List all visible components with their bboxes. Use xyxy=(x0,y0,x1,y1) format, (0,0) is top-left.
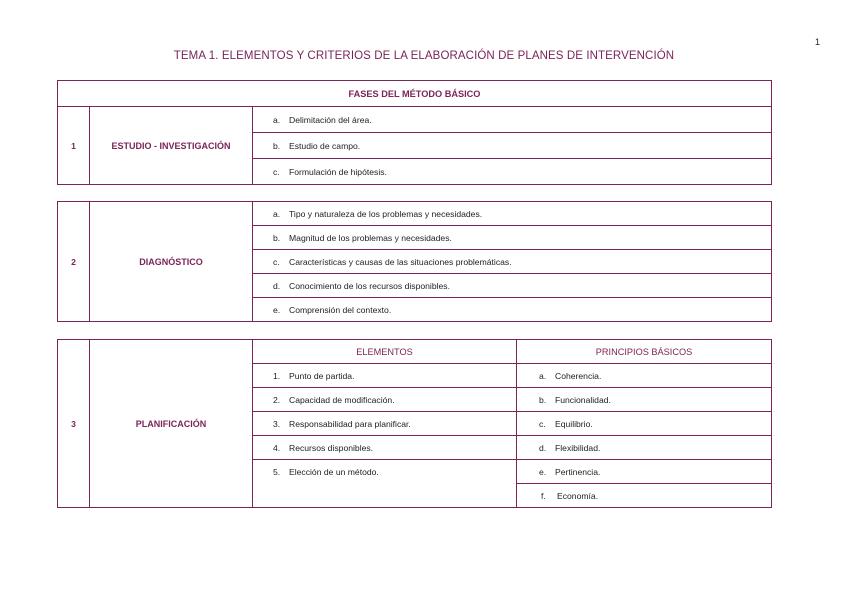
list-item xyxy=(253,159,772,185)
item-text: Coherencia. xyxy=(555,370,602,381)
element-item xyxy=(253,460,517,484)
empty-cell xyxy=(253,484,517,508)
principle-item xyxy=(517,388,772,412)
element-item xyxy=(253,436,517,460)
principle-item xyxy=(517,460,772,484)
item-text: Características y causas de las situaciones problemáticas. xyxy=(289,256,512,267)
page-number: 1 xyxy=(814,37,820,47)
principle-item xyxy=(517,436,772,460)
item-marker: b. xyxy=(539,394,547,405)
item-text: Equilibrio. xyxy=(555,418,593,429)
element-item xyxy=(253,364,517,388)
item-marker: c. xyxy=(273,166,280,177)
element-item xyxy=(253,388,517,412)
table-header: FASES DEL MÉTODO BÁSICO xyxy=(58,81,772,107)
phase-2-table xyxy=(57,201,772,322)
item-text: Tipo y naturaleza de los problemas y necesidades. xyxy=(289,208,483,219)
phase-1-table xyxy=(57,80,772,185)
item-text: Estudio de campo. xyxy=(289,140,361,151)
item-marker: e. xyxy=(539,466,547,477)
list-item xyxy=(253,298,772,322)
item-text: Conocimiento de los recursos disponibles. xyxy=(289,280,450,291)
item-marker: b. xyxy=(273,140,281,151)
list-item xyxy=(253,133,772,159)
item-marker: f. xyxy=(541,490,546,501)
item-text: Pertinencia. xyxy=(555,466,601,477)
item-text: Punto de partida. xyxy=(289,370,355,381)
phase-name: PLANIFICACIÓN xyxy=(90,340,253,508)
item-marker: 3. xyxy=(273,418,281,429)
item-marker: 2. xyxy=(273,394,281,405)
list-item xyxy=(253,250,772,274)
item-text: Recursos disponibles. xyxy=(289,442,374,453)
list-item xyxy=(253,202,772,226)
phase-name: ESTUDIO - INVESTIGACIÓN xyxy=(90,107,253,185)
principle-item xyxy=(517,364,772,388)
item-marker: 1. xyxy=(273,370,281,381)
item-marker: 4. xyxy=(273,442,281,453)
phase-3-table xyxy=(57,339,772,508)
element-item xyxy=(253,412,517,436)
list-item xyxy=(253,107,772,133)
item-text: Delimitación del área. xyxy=(289,114,372,125)
principle-item xyxy=(517,412,772,436)
item-marker: a. xyxy=(273,114,281,125)
phase-number: 1 xyxy=(58,107,90,185)
principles-header: PRINCIPIOS BÁSICOS xyxy=(517,340,772,364)
principle-item xyxy=(517,484,772,508)
item-text: Capacidad de modificación. xyxy=(289,394,395,405)
item-text: Flexibilidad. xyxy=(555,442,601,453)
phase-name: DIAGNÓSTICO xyxy=(90,202,253,322)
item-text: Magnitud de los problemas y necesidades. xyxy=(289,232,452,243)
item-marker: 5. xyxy=(273,466,281,477)
item-text: Responsabilidad para planificar. xyxy=(289,418,411,429)
item-marker: c. xyxy=(539,418,546,429)
item-marker: a. xyxy=(539,370,547,381)
list-item xyxy=(253,226,772,250)
item-marker: c. xyxy=(273,256,280,267)
list-item xyxy=(253,274,772,298)
document-title: TEMA 1. ELEMENTOS Y CRITERIOS DE LA ELABORACIÓN DE PLANES DE INTERVENCIÓN xyxy=(173,50,675,62)
item-marker: d. xyxy=(539,442,547,453)
phase-number: 2 xyxy=(58,202,90,322)
item-marker: a. xyxy=(273,208,281,219)
item-text: Funcionalidad. xyxy=(555,394,611,405)
item-text: Formulación de hipótesis. xyxy=(289,166,387,177)
elements-header: ELEMENTOS xyxy=(253,340,517,364)
item-marker: d. xyxy=(273,280,281,291)
item-marker: e. xyxy=(273,304,281,315)
item-text: Elección de un método. xyxy=(289,466,379,477)
item-text: Economía. xyxy=(557,490,599,501)
phase-number: 3 xyxy=(58,340,90,508)
item-text: Comprensión del contexto. xyxy=(289,304,392,315)
item-marker: b. xyxy=(273,232,281,243)
